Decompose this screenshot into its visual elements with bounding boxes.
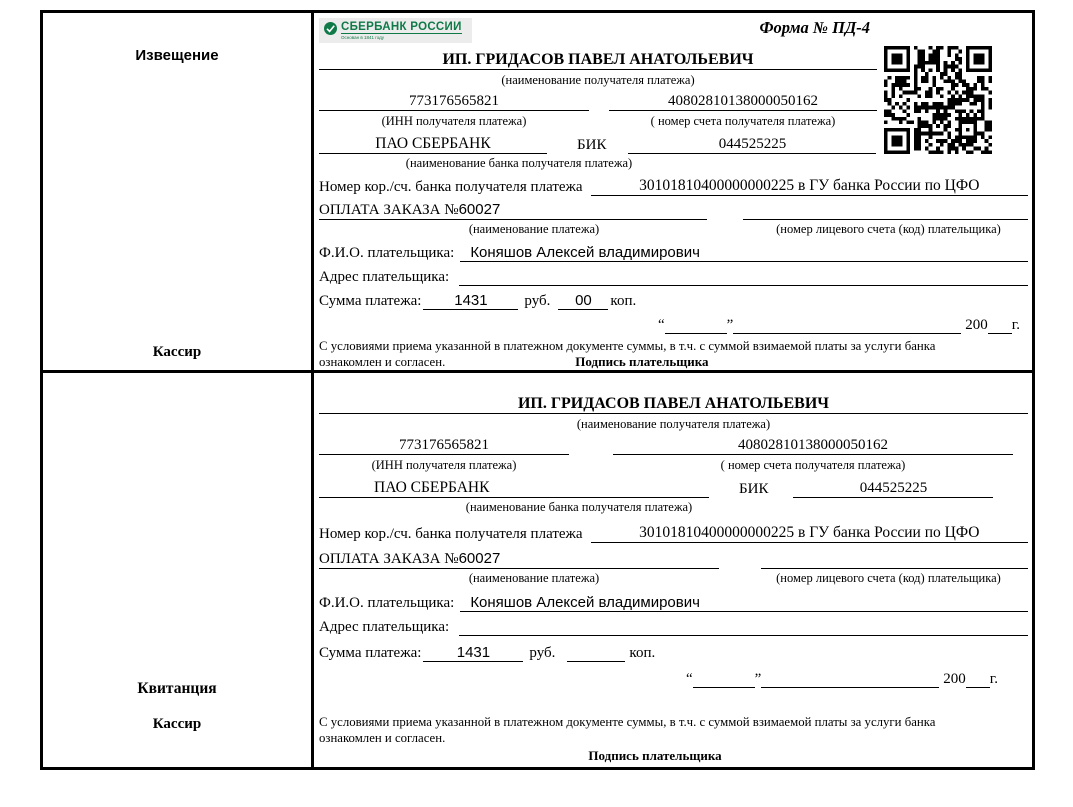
- field-caption: (ИНН получателя платежа): [371, 458, 517, 472]
- korr-value: 30101810400000000225 в ГУ банка России по ЦФО: [591, 524, 1028, 543]
- date-year-field: [988, 333, 1012, 334]
- kop-label: коп.: [610, 293, 637, 310]
- field-caption: (наименование платежа): [468, 222, 600, 237]
- korr-label: Номер кор./сч. банка получателя платежа: [319, 179, 583, 196]
- sum-label: Сумма платежа:: [319, 293, 422, 310]
- field-caption: (наименование получателя платежа): [501, 72, 695, 87]
- field-caption: (наименование банка получателя платежа): [405, 155, 633, 170]
- notice-form-area: [314, 13, 1032, 370]
- sum-value: 1431: [423, 292, 518, 310]
- account-value: 40802810138000050162: [613, 437, 1013, 455]
- payer-fio-label: Ф.И.О. плательщика:: [319, 245, 455, 262]
- payer-fio-label: Ф.И.О. плательщика:: [319, 595, 455, 611]
- field-caption: (номер лицевого счета (код) плательщика): [776, 571, 1001, 585]
- field-caption: (наименование платежа): [468, 571, 600, 585]
- bik-label: БИК: [577, 136, 607, 153]
- date-day-field: [665, 333, 727, 334]
- kop-value: 00: [558, 292, 608, 310]
- korr-label: Номер кор./сч. банка получателя платежа: [319, 526, 583, 542]
- bank-name-value: ПАО СБЕРБАНК: [319, 479, 709, 498]
- sberbank-logo: [319, 18, 472, 43]
- payee-name: ИП. ГРИДАСОВ ПАВЕЛ АНАТОЛЬЕВИЧ: [319, 51, 877, 70]
- bik-value: 044525225: [628, 136, 876, 154]
- notice-label: Извещение: [135, 47, 219, 64]
- cashier-label: Кассир: [152, 344, 202, 360]
- date-day-field: [693, 687, 755, 688]
- field-caption: (номер лицевого счета (код) плательщика): [776, 222, 1001, 237]
- bik-label: БИК: [739, 481, 769, 497]
- inn-value: 773176565821: [319, 437, 569, 455]
- payee-name: ИП. ГРИДАСОВ ПАВЕЛ АНАТОЛЬЕВИЧ: [319, 395, 1028, 414]
- field-caption: (ИНН получателя платежа): [381, 113, 527, 128]
- rub-label: руб.: [524, 293, 551, 310]
- agreement-text: С условиями приема указанной в платежном документе суммы, в т.ч. с суммой взимаемой платы за услуги банка ознакомлен и согласен. Подпись плательщика: [319, 714, 991, 764]
- bank-name-value: ПАО СБЕРБАНК: [319, 135, 547, 154]
- sberbank-emblem-icon: [324, 22, 337, 35]
- field-caption: (наименование получателя платежа): [576, 417, 771, 431]
- payer-fio-value: Коняшов Алексей владимирович: [460, 244, 1028, 262]
- bik-value: 044525225: [793, 480, 993, 498]
- qr-code: [884, 46, 992, 154]
- payment-name-value: [319, 201, 707, 220]
- date-year-field: [966, 687, 990, 688]
- form-pd4: [40, 10, 1035, 770]
- inn-value: 773176565821: [319, 93, 589, 111]
- account-value: 40802810138000050162: [609, 93, 877, 111]
- payer-fio-value: Коняшов Алексей владимирович: [460, 594, 1028, 612]
- receipt-label: Квитанция: [137, 680, 217, 697]
- field-caption: ( номер счета получателя платежа): [650, 113, 836, 128]
- payment-prefix: ОПЛАТА ЗАКАЗА №: [319, 202, 459, 219]
- payment-prefix: ОПЛАТА ЗАКАЗА №: [319, 551, 459, 567]
- date-month-field: [761, 687, 939, 688]
- payer-address-label: Адрес плательщика:: [319, 619, 450, 635]
- sum-value: 1431: [423, 644, 523, 662]
- payer-address-label: Адрес плательщика:: [319, 269, 450, 286]
- receipt-form-area: [314, 373, 1032, 767]
- receipt-section: [43, 373, 1032, 767]
- order-number-value: 60027: [458, 201, 501, 219]
- korr-value: 30101810400000000225 в ГУ банка России по ЦФО: [591, 177, 1028, 196]
- signature-label: Подпись плательщика: [575, 353, 709, 369]
- sum-label: Сумма платежа:: [319, 645, 422, 661]
- order-number-value: 60027: [458, 550, 501, 567]
- date-line: “ ” 200 г.: [657, 316, 1020, 333]
- form-number-title: Форма № ПД-4: [759, 18, 870, 37]
- date-line: “ ” 200 г.: [685, 671, 998, 687]
- signature-label: Подпись плательщика: [588, 748, 722, 763]
- sberbank-name: СБЕРБАНК РОССИИ: [341, 21, 462, 33]
- rub-label: руб.: [529, 645, 556, 661]
- receipt-side-cell: [43, 373, 314, 767]
- notice-side-cell: [43, 13, 314, 370]
- field-caption: ( номер счета получателя платежа): [720, 458, 906, 472]
- cashier-label: Кассир: [152, 716, 202, 732]
- field-caption: (наименование банка получателя платежа): [465, 500, 693, 514]
- date-month-field: [733, 333, 961, 334]
- notice-section: [43, 13, 1032, 373]
- sberbank-tagline: Основан в 1841 году: [341, 35, 385, 40]
- agreement-text: С условиями приема указанной в платежном документе суммы, в т.ч. с суммой взимаемой платы за услуги банка ознакомлен и согласен. Подпись плательщика: [319, 338, 936, 369]
- kop-label: коп.: [629, 645, 656, 661]
- payment-name-value: [319, 550, 719, 569]
